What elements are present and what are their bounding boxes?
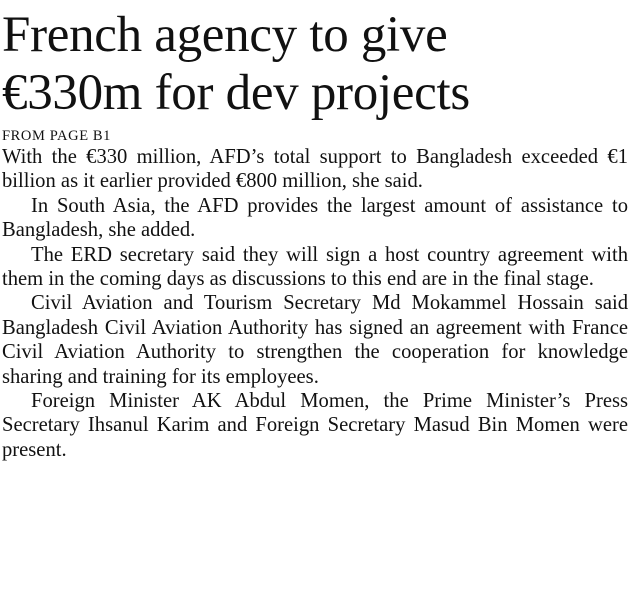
body-paragraph: Foreign Minister AK Abdul Momen, the Prime Minister’s Press Secretary Ihsanul Karim and Foreign Secretary Masud Bin Momen were present. [2,390,628,461]
body-paragraph: In South Asia, the AFD provides the largest amount of assistance to Bangladesh, she added. [2,194,628,242]
headline-line-2: €330m for dev projects [2,65,470,121]
headline [2,0,629,122]
headline-line-1: French agency to give [2,7,448,63]
jump-line: FROM PAGE B1 [2,128,112,144]
body-paragraph: Civil Aviation and Tourism Secretary Md Mokammel Hossain said Bangladesh Civil Aviation Authority has signed an agreement with France Civil Aviation Authority to strengthen the cooperation for knowledge sharing and training for its employees. [2,292,628,388]
body-paragraph: The ERD secretary said they will sign a host country agreement with them in the coming days as discussions to this end are in the final stage. [2,243,628,291]
body-paragraph: With the €330 million, AFD’s total support to Bangladesh exceeded €1 billion as it earlier provided €800 million, she said. [2,146,628,193]
article-body [2,145,628,462]
